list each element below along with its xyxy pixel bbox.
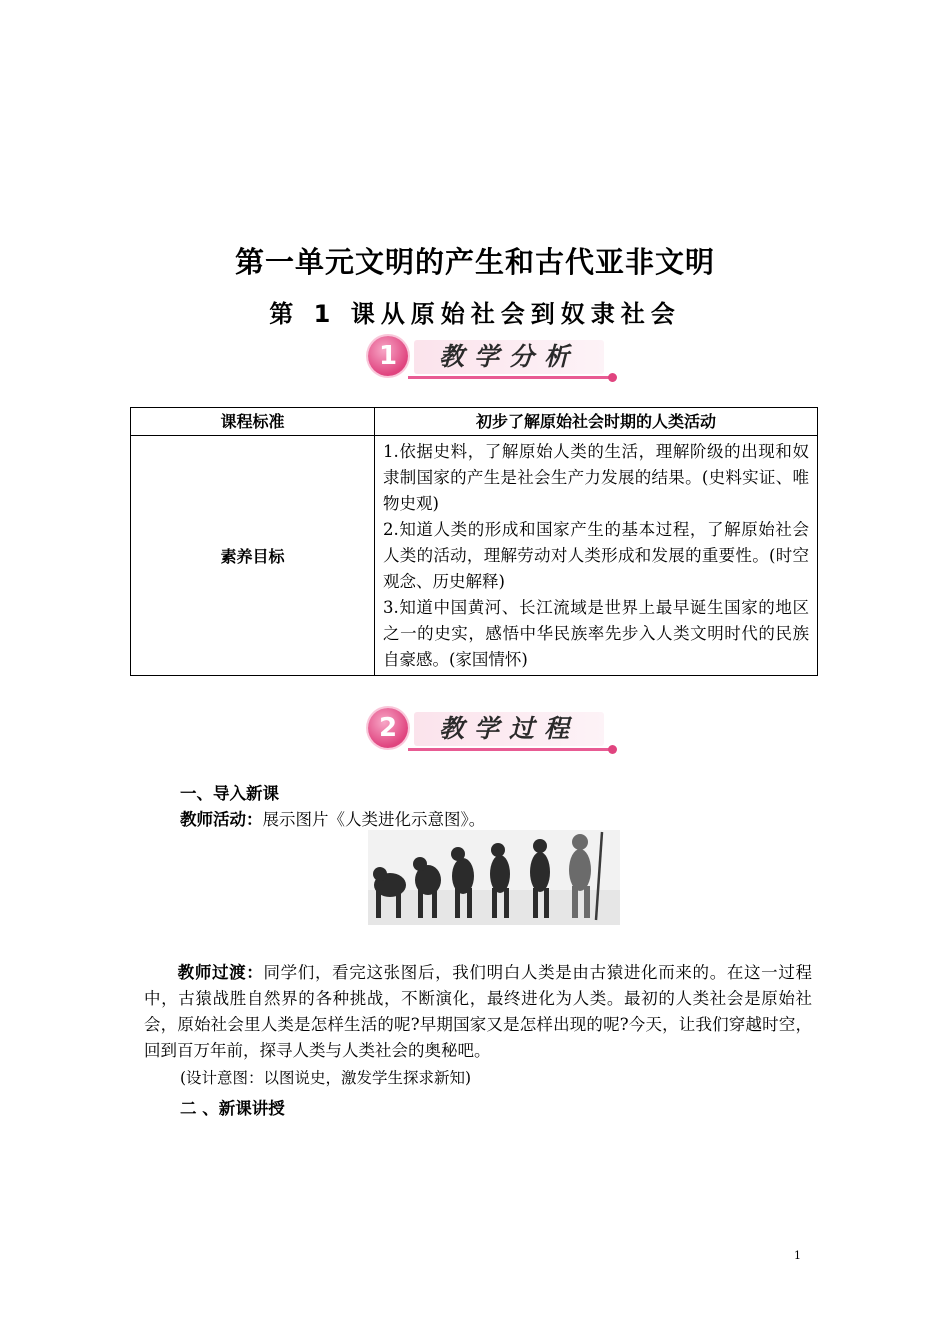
banner-underline [408,748,612,751]
teaching-analysis-banner [364,332,616,382]
teacher-activity [180,806,485,830]
banner-dot [608,373,617,382]
goal-item: 2.知道人类的形成和国家产生的基本过程，了解原始社会人类的活动，理解劳动对人类形成和发展的重要性。(时空观念、历史解释) [383,520,809,591]
section-heading-new-lesson: 二 、新课讲授 [180,1099,285,1118]
page-number: 1 [794,1249,801,1262]
banner-dot [608,745,617,754]
teaching-process-banner [364,704,616,754]
section-heading-intro: 一、导入新课 [180,784,279,803]
table-header-right: 初步了解原始社会时期的人类活动 [375,408,818,436]
design-intent-note: (设计意图：以图说史，激发学生探求新知) [180,1069,472,1087]
transition-label: 教师过渡： [177,963,264,982]
banner-underline [408,376,612,379]
lesson-title: 第 1 课从原始社会到奴隶社会 [269,300,681,328]
activity-label: 教师活动： [180,810,263,829]
transition-text: 同学们，看完这张图后，我们明白人类是由古猿进化而来的。在这一过程中，古猿战胜自然界的各种挑战，不断演化，最终进化为人类。最初的人类社会是原始社会，原始社会里人类是怎样生活的呢?早期国家又是怎样出现的呢?今天，让我们穿越时空，回到百万年前，探寻人类与人类社会的奥秘吧。 [144,963,813,1060]
banner-label: 教学过程 [414,712,604,746]
goal-item: 1.依据史料，了解原始人类的生活，理解阶级的出现和奴隶制国家的产生是社会生产力发展的结果。(史料实证、唯物史观) [383,442,809,513]
goals-cell [375,436,818,676]
teacher-transition [144,960,812,1064]
activity-text: 展示图片《人类进化示意图》。 [262,810,486,829]
banner-label: 教学分析 [414,340,604,374]
unit-title: 第一单元文明的产生和古代亚非文明 [234,245,715,279]
curriculum-table [130,407,818,676]
human-evolution-image [368,830,620,925]
banner-number: 2 [368,708,408,748]
table-row-label: 素养目标 [131,436,375,676]
goal-item: 3.知道中国黄河、长江流域是世界上最早诞生国家的地区之一的史实，感悟中华民族率先步入人类文明时代的民族自豪感。(家国情怀) [383,598,809,669]
table-header-left: 课程标准 [131,408,375,436]
banner-number: 1 [368,336,408,376]
